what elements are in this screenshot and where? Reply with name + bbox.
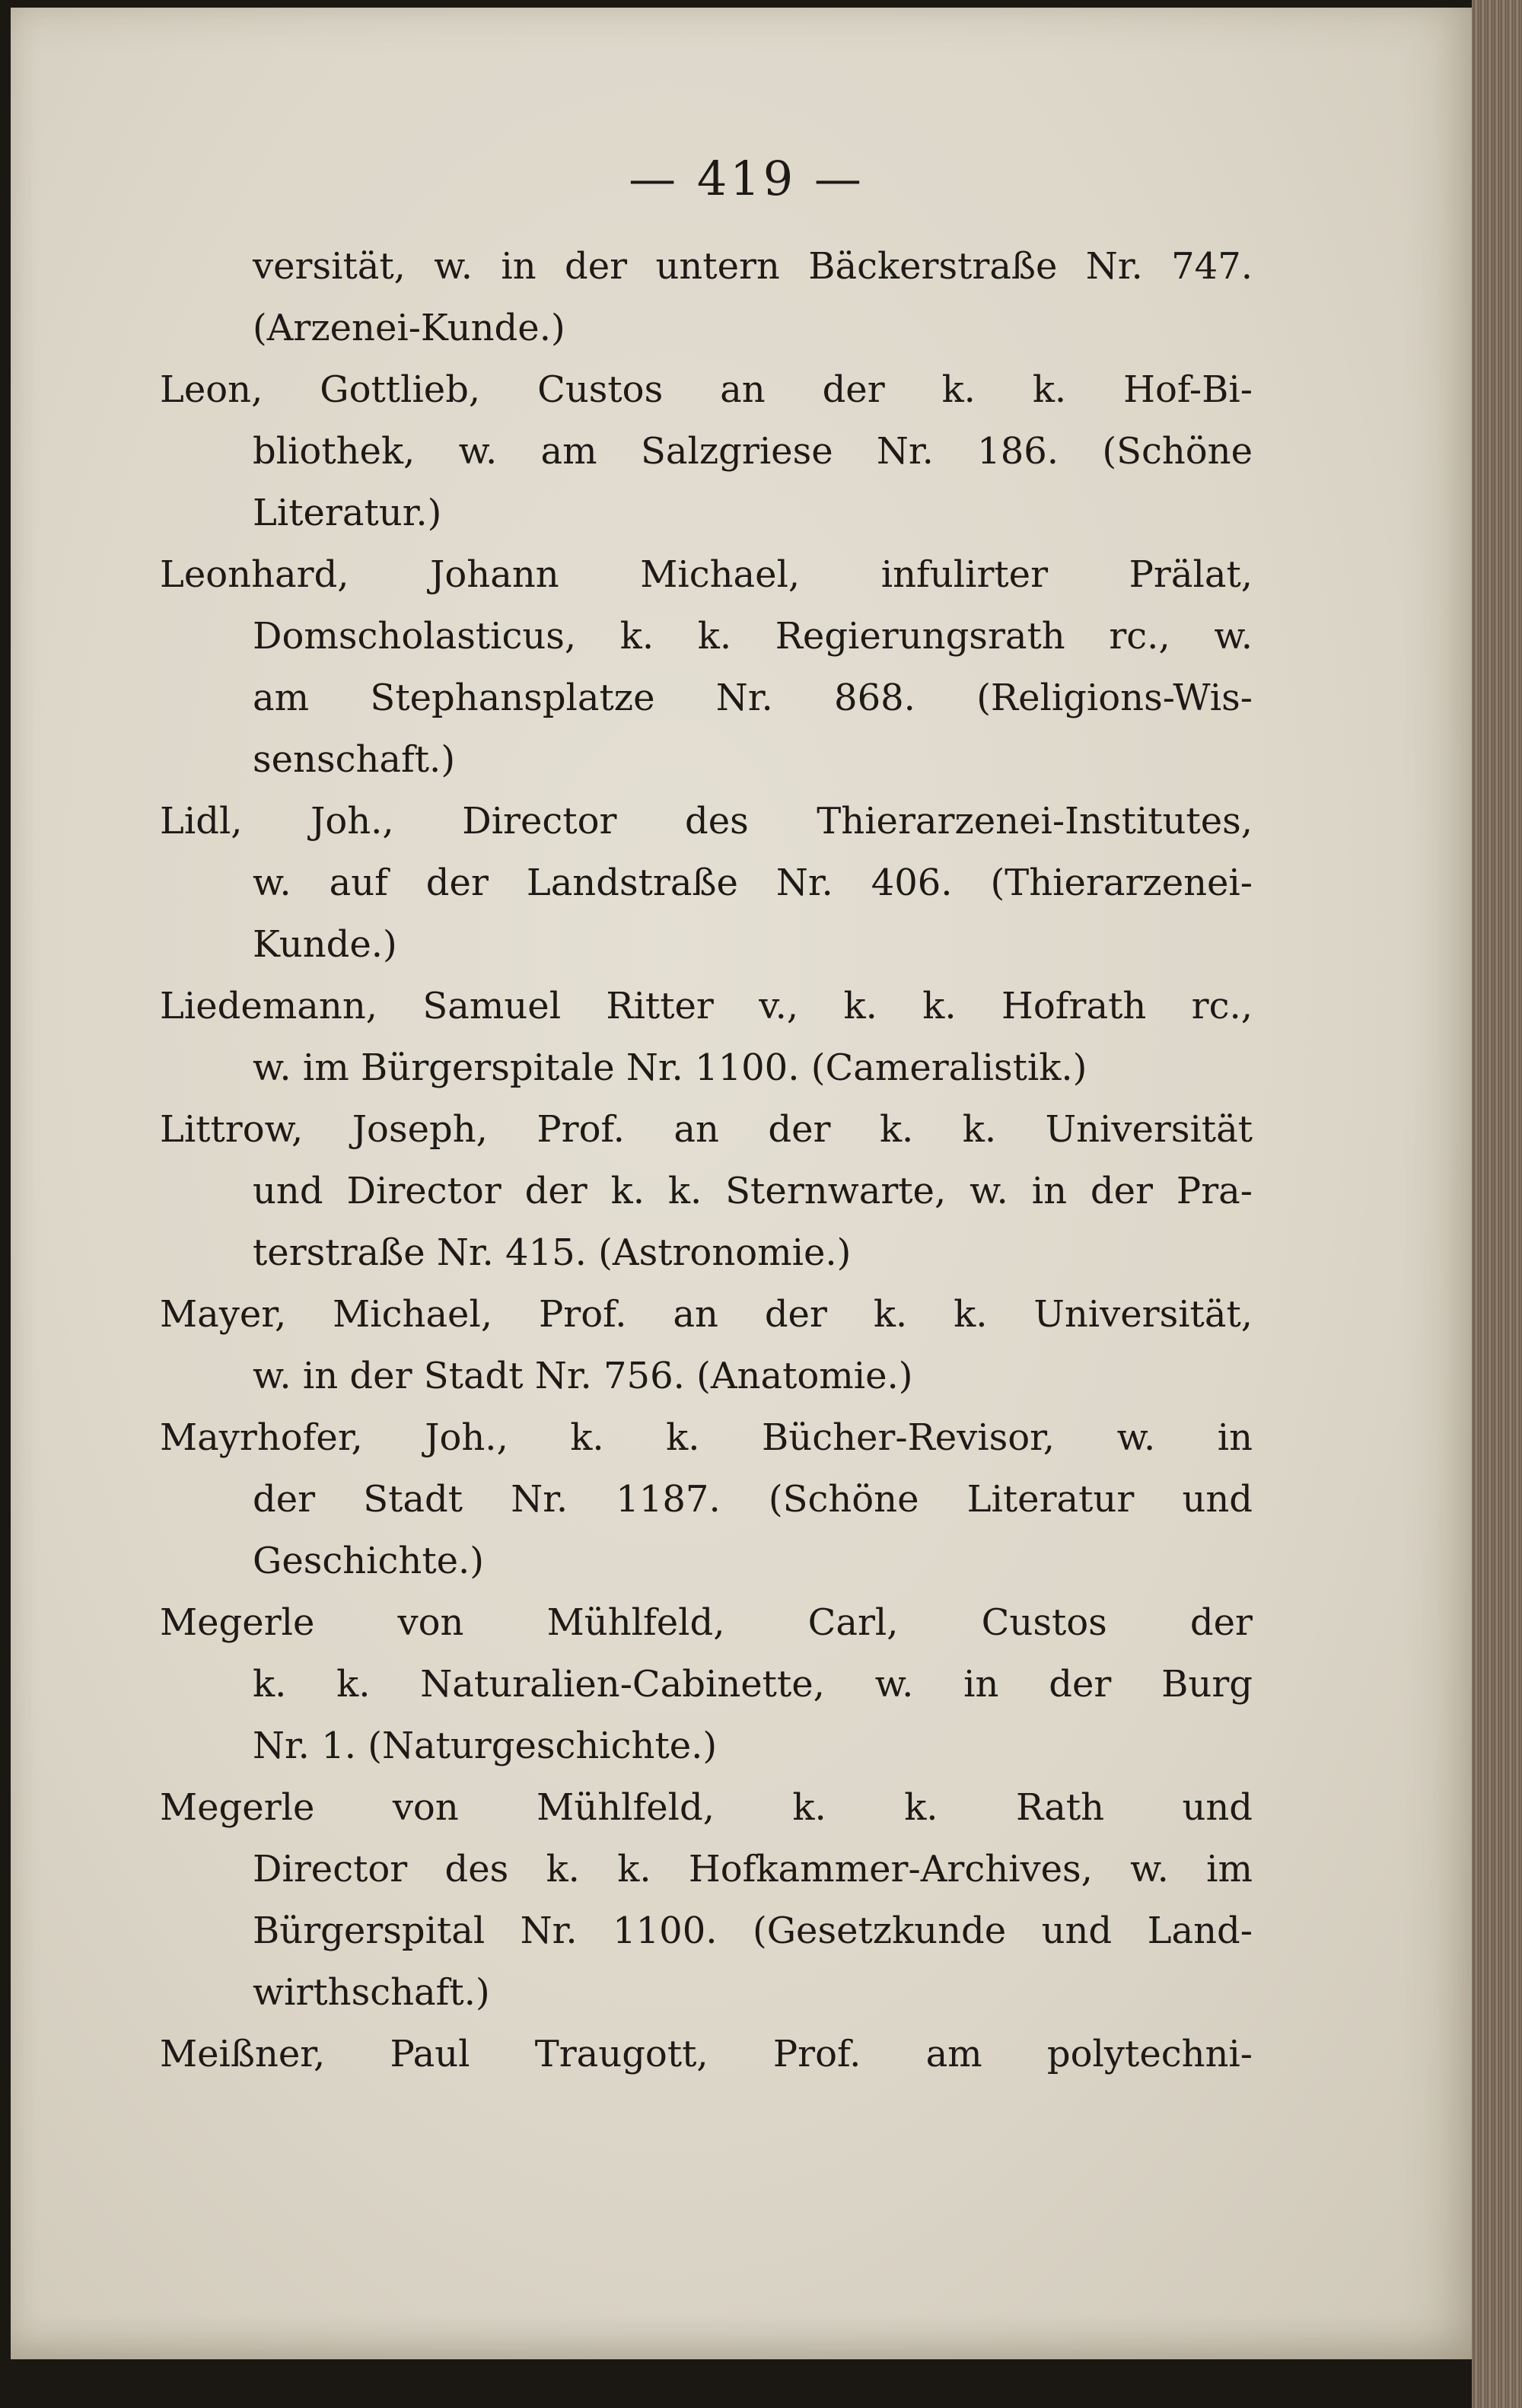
text-line: Director des k. k. Hofkammer-Archives, w. im <box>253 1848 1253 1890</box>
text-line: (Arzenei-Kunde.) <box>253 307 565 349</box>
text-line: Nr. 1. (Naturgeschichte.) <box>253 1725 718 1767</box>
text-line: Mayer, Michael, Prof. an der k. k. Universität, <box>160 1293 1253 1336</box>
text-line: Meißner, Paul Traugott, Prof. am polytechni- <box>160 2033 1253 2075</box>
text-line: Bürgerspital Nr. 1100. (Gesetzkunde und Land- <box>253 1910 1253 1952</box>
text-line: und Director der k. k. Sternwarte, w. in der Pra- <box>253 1170 1253 1212</box>
book-edge <box>1472 0 1522 2408</box>
directory-entries <box>160 236 1253 2085</box>
text-line: Megerle von Mühlfeld, k. k. Rath und <box>160 1786 1253 1829</box>
text-line: senschaft.) <box>253 738 456 781</box>
book-page <box>11 8 1472 2359</box>
text-line: w. auf der Landstraße Nr. 406. (Thierarzenei- <box>253 862 1253 904</box>
text-line: Domscholasticus, k. k. Regierungsrath rc., w. <box>253 615 1253 658</box>
text-line: w. im Bürgerspitale Nr. 1100. (Cameralistik.) <box>253 1046 1087 1089</box>
text-line: Literatur.) <box>253 492 442 534</box>
text-line: wirthschaft.) <box>253 1971 490 2014</box>
text-line: versität, w. in der untern Bäckerstraße Nr. 747. <box>253 245 1253 288</box>
text-line: Liedemann, Samuel Ritter v., k. k. Hofrath rc., <box>160 985 1253 1027</box>
text-line: Littrow, Joseph, Prof. an der k. k. Universität <box>160 1108 1253 1151</box>
text-line: der Stadt Nr. 1187. (Schöne Literatur und <box>253 1478 1253 1521</box>
text-line: terstraße Nr. 415. (Astronomie.) <box>253 1231 852 1274</box>
text-line: Megerle von Mühlfeld, Carl, Custos der <box>160 1601 1253 1644</box>
page-number-header: — 419 — <box>629 151 864 206</box>
text-line: Leon, Gottlieb, Custos an der k. k. Hof-Bi- <box>160 368 1253 411</box>
text-line: am Stephansplatze Nr. 868. (Religions-Wis- <box>253 677 1253 719</box>
text-line: Mayrhofer, Joh., k. k. Bücher-Revisor, w. in <box>160 1416 1253 1459</box>
text-line: Kunde.) <box>253 923 397 966</box>
text-line: bliothek, w. am Salzgriese Nr. 186. (Schöne <box>253 430 1253 473</box>
text-line: w. in der Stadt Nr. 756. (Anatomie.) <box>253 1355 913 1397</box>
text-line: Geschichte.) <box>253 1540 485 1582</box>
text-line: k. k. Naturalien-Cabinette, w. in der Burg <box>253 1663 1253 1706</box>
text-line: Lidl, Joh., Director des Thierarzenei-Institutes, <box>160 800 1253 842</box>
text-line: Leonhard, Johann Michael, infulirter Prälat, <box>160 553 1253 596</box>
